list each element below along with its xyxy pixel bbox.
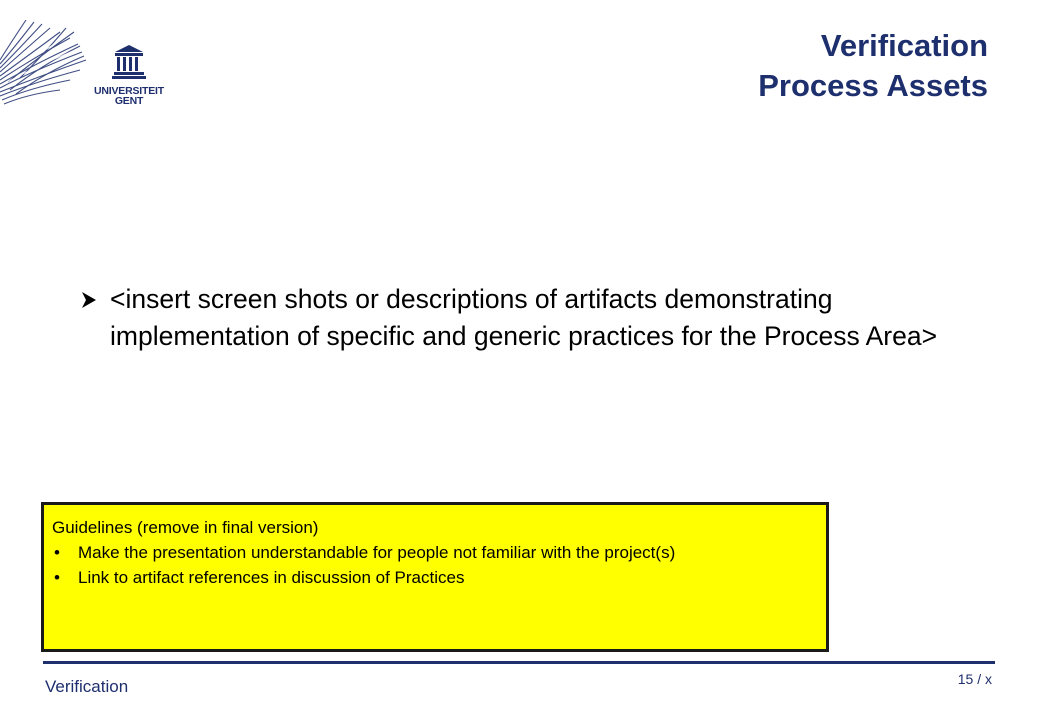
page-number: 15 / x: [957, 671, 992, 687]
guidelines-box: [41, 502, 829, 652]
university-logo: [0, 20, 190, 125]
guideline-item: [52, 540, 814, 565]
footer-divider: [43, 661, 995, 664]
slide-title-line2: Process Assets: [758, 68, 988, 103]
bullet-dot: •: [54, 568, 60, 587]
footer-section-label: Verification: [45, 677, 129, 696]
main-bullet: [80, 281, 990, 355]
guideline-item: [52, 565, 814, 590]
slide-title: [758, 26, 988, 106]
guideline-item-text: Link to artifact references in discussion of Practices: [78, 568, 465, 587]
guideline-item-text: Make the presentation understandable for people not familiar with the project(s): [78, 543, 676, 562]
university-name: [88, 86, 170, 106]
university-name-line2: GENT: [114, 95, 144, 107]
main-bullet-text: <insert screen shots or descriptions of artifacts demonstrating implementation of specific and generic practices for the Process Area>: [110, 284, 938, 351]
slide-title-line1: Verification: [820, 28, 988, 63]
arrow-bullet-icon: [80, 281, 110, 355]
bullet-dot: •: [54, 543, 60, 562]
guidelines-heading: Guidelines (remove in final version): [52, 518, 319, 537]
university-name-line1: UNIVERSITEIT: [94, 85, 164, 97]
